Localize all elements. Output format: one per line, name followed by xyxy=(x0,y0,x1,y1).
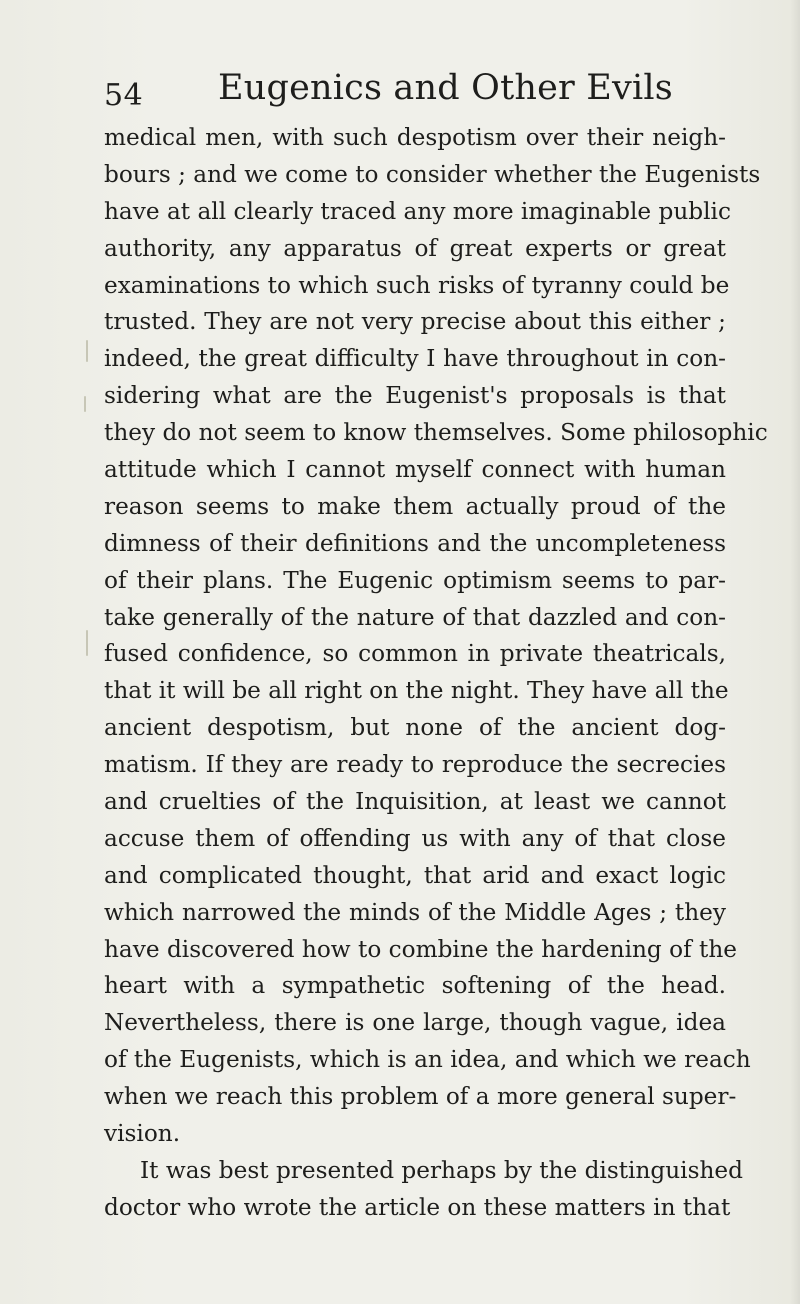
text-line: that it will be all right on the night. They have all the xyxy=(104,677,729,705)
text-line: attitude which I cannot myself connect with human xyxy=(104,456,726,484)
text-line: medical men, with such despotism over their neigh- xyxy=(104,124,726,151)
page-header xyxy=(104,66,744,122)
text-line: bours ; and we come to consider whether the Eugenists xyxy=(104,160,761,188)
margin-pencil-mark xyxy=(86,630,88,656)
body-text xyxy=(104,120,768,1227)
text-line: ancient despotism, but none of the ancient dog- xyxy=(104,714,726,742)
text-line: Nevertheless, there is one large, though vague, idea xyxy=(104,1009,726,1037)
text-line: take generally of the nature of that dazzled and con- xyxy=(104,603,726,631)
text-line: heart with a sympathetic softening of the head. xyxy=(104,972,726,1000)
text-line: authority, any apparatus of great experts or great xyxy=(104,234,726,262)
text-line: when we reach this problem of a more general super- xyxy=(104,1083,737,1111)
text-line: sidering what are the Eugenist's proposals is that xyxy=(104,382,726,410)
text-line: and complicated thought, that arid and exact logic xyxy=(104,861,726,889)
text-line: examinations to which such risks of tyranny could be xyxy=(104,271,730,299)
text-line: have at all clearly traced any more imaginable public xyxy=(104,197,731,225)
page-edge-shadow xyxy=(790,0,800,1304)
running-title: Eugenics and Other Evils xyxy=(218,68,673,108)
text-line: doctor who wrote the article on these matters in that xyxy=(104,1193,731,1221)
text-line: fused confidence, so common in private theatricals, xyxy=(104,640,726,668)
text-line: vision. xyxy=(104,1120,181,1148)
text-line: accuse them of offending us with any of that close xyxy=(104,824,726,852)
margin-pencil-mark xyxy=(86,340,88,362)
text-line: It was best presented perhaps by the distinguished xyxy=(140,1156,743,1184)
text-line: which narrowed the minds of the Middle Ages ; they xyxy=(104,898,726,926)
text-line: and cruelties of the Inquisition, at least we cannot xyxy=(104,788,726,816)
text-line: indeed, the great difficulty I have throughout in con- xyxy=(104,345,726,373)
margin-pencil-mark xyxy=(84,396,86,412)
text-line: reason seems to make them actually proud of the xyxy=(104,492,726,520)
text-line: of the Eugenists, which is an idea, and which we reach xyxy=(104,1046,751,1074)
text-line: of their plans. The Eugenic optimism seems to par- xyxy=(104,566,726,594)
page-number: 54 xyxy=(104,78,144,113)
text-line: have discovered how to combine the hardening of the xyxy=(104,935,738,963)
text-line: dimness of their definitions and the uncompleteness xyxy=(104,529,726,557)
text-line: trusted. They are not very precise about this either ; xyxy=(104,308,726,336)
text-line: matism. If they are ready to reproduce the secrecies xyxy=(104,751,726,779)
text-line: they do not seem to know themselves. Some philosophic xyxy=(104,419,768,447)
